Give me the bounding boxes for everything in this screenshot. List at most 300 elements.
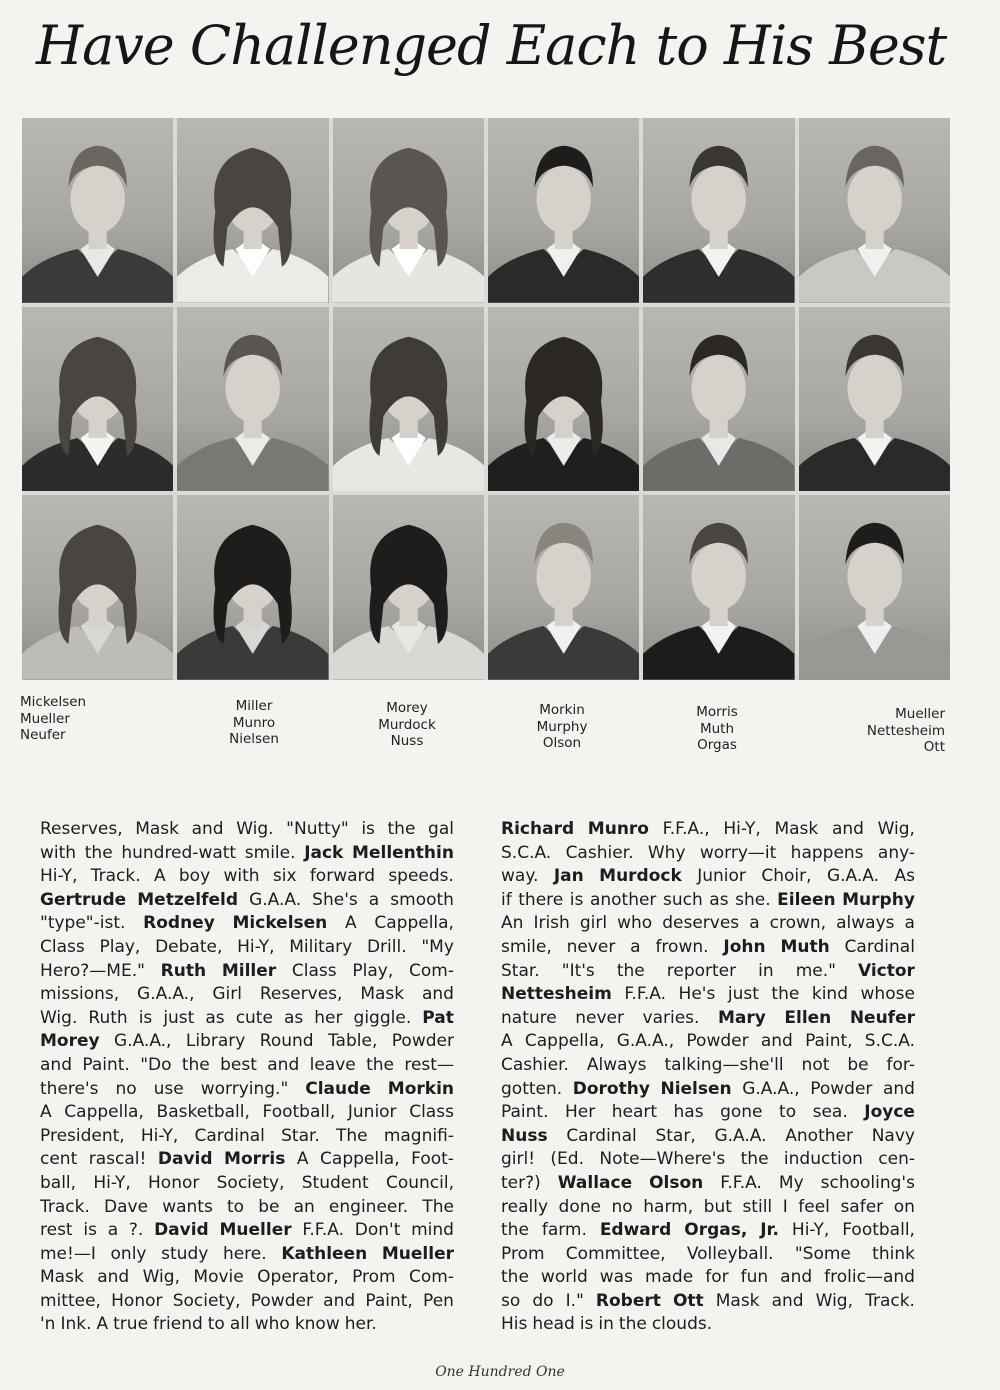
- text-word: varies.: [642, 1007, 700, 1028]
- biography-line: [501, 1148, 915, 1172]
- text-word: G.A.A.,: [114, 1031, 172, 1052]
- text-word: a: [107, 1220, 119, 1241]
- text-word: Play,: [352, 960, 394, 981]
- text-word: rest: [40, 1220, 73, 1241]
- text-word: A: [296, 1149, 309, 1170]
- student-name-word: Murphy: [842, 889, 915, 910]
- text-word: rest—: [404, 1054, 454, 1075]
- text-word: Library: [185, 1031, 246, 1052]
- text-word: Girl: [212, 984, 242, 1005]
- text-word: Council,: [385, 1172, 454, 1193]
- text-word: true: [113, 1314, 149, 1335]
- text-word: Powder: [810, 1078, 873, 1099]
- text-word: do: [532, 1290, 554, 1311]
- text-word: A: [501, 1031, 513, 1052]
- text-word: forward: [309, 866, 375, 887]
- student-name-word: Mickelsen: [232, 913, 328, 934]
- text-word: Always: [586, 1054, 647, 1075]
- text-word: Debate,: [155, 936, 223, 957]
- text-word: Pen: [423, 1290, 454, 1311]
- text-word: G.A.A.,: [742, 1078, 800, 1099]
- text-word: study: [161, 1243, 209, 1264]
- text-word: Paint,: [365, 1290, 413, 1311]
- text-word: hundred-watt: [121, 842, 237, 863]
- portrait-photo: [643, 307, 794, 492]
- biography-line: [501, 1007, 915, 1031]
- text-word: F.F.A.: [624, 984, 667, 1005]
- text-word: Star.: [501, 960, 540, 981]
- text-word: use: [153, 1078, 184, 1099]
- text-word: and: [267, 1054, 300, 1075]
- text-word: Junior: [697, 866, 746, 887]
- text-word: Ruth: [88, 1007, 128, 1028]
- text-word: was: [599, 1267, 633, 1288]
- text-word: never: [575, 1007, 624, 1028]
- student-name-word: Edward: [599, 1220, 672, 1241]
- text-word: cent: [40, 1149, 78, 1170]
- text-word: Ink.: [60, 1314, 92, 1335]
- text-word: ball,: [40, 1172, 77, 1193]
- text-word: farm.: [541, 1220, 587, 1241]
- text-word: Cappella,: [64, 1102, 144, 1123]
- biography-line: [40, 865, 454, 889]
- biography-line: [40, 1290, 454, 1314]
- text-word: Basketball,: [156, 1102, 250, 1123]
- text-word: and: [831, 819, 864, 839]
- text-word: An: [501, 913, 524, 934]
- text-word: cen-: [878, 1149, 915, 1170]
- biography-line: [40, 1196, 454, 1220]
- biography-line: [40, 1148, 454, 1172]
- text-word: Round: [259, 1031, 314, 1052]
- text-word: Hi-Y,: [140, 1125, 179, 1146]
- text-word: Mask: [774, 819, 819, 839]
- text-word: feel: [798, 1196, 830, 1217]
- text-word: and: [97, 1267, 130, 1288]
- text-word: rascal!: [88, 1149, 147, 1170]
- text-word: for-: [886, 1054, 915, 1075]
- text-word: As: [894, 866, 915, 887]
- text-word: "Do: [140, 1054, 172, 1075]
- text-word: cute: [235, 1007, 273, 1028]
- text-word: a: [904, 913, 915, 934]
- caption-column-3: [342, 700, 472, 750]
- text-word: Another: [785, 1125, 853, 1146]
- text-word: boy: [178, 866, 211, 887]
- student-name-word: Ott: [672, 1290, 704, 1311]
- caption-name: Mueller: [895, 706, 945, 722]
- text-word: Football,: [842, 1220, 915, 1241]
- text-word: best: [220, 1054, 257, 1075]
- text-word: with: [223, 866, 260, 887]
- text-word: and: [882, 1078, 915, 1099]
- caption-column-5: [652, 704, 782, 754]
- student-name-word: Jr.: [760, 1220, 779, 1241]
- text-word: schooling's: [820, 1172, 915, 1193]
- student-name-word: Neufer: [849, 1007, 915, 1028]
- text-word: Mask: [360, 984, 405, 1005]
- text-word: still: [742, 1196, 773, 1217]
- student-name-word: Murdock: [599, 866, 682, 887]
- text-word: Society,: [216, 1172, 285, 1193]
- text-word: the: [501, 1267, 529, 1288]
- student-name-word: Nettesheim: [501, 984, 612, 1005]
- text-word: as: [283, 1007, 304, 1028]
- portrait-photo: [22, 495, 173, 680]
- text-word: world: [540, 1267, 588, 1288]
- text-word: Hi-Y,: [723, 819, 761, 839]
- text-word: the: [771, 984, 800, 1005]
- student-name-word: Nielsen: [660, 1078, 732, 1099]
- text-word: on: [893, 1196, 915, 1217]
- text-word: Class: [291, 960, 337, 981]
- text-word: smile,: [501, 936, 552, 957]
- text-word: Cashier.: [501, 1054, 569, 1075]
- portrait-photo: [333, 307, 484, 492]
- text-word: really: [501, 1196, 548, 1217]
- text-word: President,: [40, 1125, 125, 1146]
- text-word: Paint.: [82, 1054, 130, 1075]
- biography-line: [501, 1172, 915, 1196]
- biography-line: [40, 912, 454, 936]
- text-word: girl!: [501, 1149, 536, 1170]
- text-word: never: [566, 936, 616, 957]
- text-word: and: [771, 1290, 804, 1311]
- student-name-word: Nuss: [501, 1125, 548, 1146]
- biography-line: [40, 1030, 454, 1054]
- text-word: there's: [40, 1078, 99, 1099]
- biography-line: [40, 1313, 454, 1337]
- text-word: A: [96, 1314, 109, 1335]
- biography-line: [40, 1078, 454, 1102]
- biography-line: [501, 1101, 915, 1125]
- text-word: deserves: [662, 913, 740, 934]
- text-word: Paint,: [805, 1031, 853, 1052]
- text-word: mittee,: [40, 1290, 101, 1311]
- text-word: worrying.": [200, 1078, 289, 1099]
- text-word: induction: [783, 1149, 863, 1170]
- biography-line: [501, 983, 915, 1007]
- text-word: F.F.A.,: [662, 819, 710, 839]
- caption-name: Nettesheim: [866, 722, 945, 739]
- caption-column-4: [497, 702, 627, 752]
- text-word: My: [778, 1172, 804, 1193]
- text-word: so: [501, 1290, 521, 1311]
- caption-name: Mueller: [20, 710, 70, 727]
- student-name-word: Muth: [780, 936, 830, 957]
- text-word: worry—it: [699, 842, 777, 863]
- caption-name: Orgas: [697, 737, 737, 753]
- text-word: and: [191, 819, 224, 839]
- text-word: there: [518, 889, 564, 910]
- student-name-word: Mary: [717, 1007, 766, 1028]
- text-word: Table,: [327, 1031, 378, 1052]
- biography-line: [40, 983, 454, 1007]
- caption-name: Muth: [699, 720, 735, 737]
- text-word: happens: [790, 842, 864, 863]
- text-word: girl: [579, 913, 608, 934]
- text-word: G.A.A.,: [137, 984, 195, 1005]
- student-name-word: Victor: [857, 960, 915, 981]
- text-word: such: [662, 889, 703, 910]
- text-word: Mask: [40, 1267, 84, 1288]
- portrait-photo: [488, 307, 639, 492]
- text-word: Committee,: [565, 1243, 666, 1264]
- text-word: and: [421, 984, 454, 1005]
- student-name-word: Ellen: [784, 1007, 832, 1028]
- text-word: F.F.A.: [302, 1220, 344, 1241]
- text-word: to: [779, 1102, 797, 1123]
- student-name-word: Claude: [305, 1078, 371, 1099]
- text-word: Wig,: [142, 1267, 180, 1288]
- text-word: The: [422, 1196, 454, 1217]
- caption-name: Nielsen: [229, 731, 279, 747]
- text-word: reporter: [666, 960, 737, 981]
- text-word: "Some: [794, 1243, 851, 1264]
- text-word: S.C.A.: [864, 1031, 915, 1052]
- text-word: gotten.: [501, 1078, 563, 1099]
- portrait-photo: [799, 118, 950, 303]
- text-word: the: [84, 842, 113, 863]
- text-word: Honor: [148, 1172, 200, 1193]
- biography-line: [501, 960, 915, 984]
- text-word: frolic—and: [824, 1267, 915, 1288]
- text-word: no: [115, 1078, 137, 1099]
- student-name-word: Jack: [304, 842, 344, 863]
- text-word: Track.: [90, 866, 141, 887]
- caption-column-1: [20, 694, 150, 744]
- text-word: A: [345, 913, 357, 934]
- text-word: Cappella,: [374, 913, 454, 934]
- student-name-word: Morey: [40, 1031, 100, 1052]
- text-word: Why: [647, 842, 686, 863]
- text-word: Paint.: [501, 1102, 549, 1123]
- portrait-photo: [799, 307, 950, 492]
- text-word: Military: [289, 936, 353, 957]
- biography-line: [40, 960, 454, 984]
- caption-name: Nuss: [390, 733, 424, 749]
- portrait-grid: [22, 118, 950, 680]
- text-word: magnifi-: [383, 1125, 454, 1146]
- biography-line: [40, 1054, 454, 1078]
- text-word: wants: [162, 1196, 213, 1217]
- text-word: I: [782, 1196, 788, 1217]
- text-word: know: [294, 1314, 340, 1335]
- biography-line: [501, 865, 915, 889]
- student-name-word: Munro: [587, 819, 649, 839]
- text-word: not: [801, 1054, 830, 1075]
- text-word: (Ed.: [550, 1149, 584, 1170]
- text-word: talking—she'll: [664, 1054, 784, 1075]
- text-word: Don't: [354, 1220, 401, 1241]
- portrait-photo: [799, 495, 950, 680]
- text-word: Navy: [871, 1125, 915, 1146]
- student-name-word: John: [723, 936, 766, 957]
- biography-line: [501, 912, 915, 936]
- text-word: and: [780, 1267, 813, 1288]
- student-name-word: David: [157, 1149, 213, 1170]
- caption-name: Mickelsen: [20, 694, 87, 710]
- text-word: here.: [222, 1243, 267, 1264]
- text-word: any-: [877, 842, 915, 863]
- text-word: and: [323, 1290, 356, 1311]
- text-word: "It's: [561, 960, 595, 981]
- text-word: Reserves,: [40, 819, 123, 839]
- text-word: Honor: [111, 1290, 163, 1311]
- portrait-photo: [177, 118, 328, 303]
- student-name-word: Dorothy: [572, 1078, 650, 1099]
- student-name-word: Jan: [553, 866, 584, 887]
- text-word: speeds.: [388, 866, 454, 887]
- text-word: is: [83, 1220, 97, 1241]
- text-word: Volleyball.: [686, 1243, 774, 1264]
- text-word: Prom: [352, 1267, 396, 1288]
- student-name-word: Robert: [595, 1290, 661, 1311]
- text-word: Wig,: [877, 819, 915, 839]
- biography-line: [40, 889, 454, 913]
- text-word: Operator,: [257, 1267, 339, 1288]
- text-word: fun: [740, 1267, 769, 1288]
- text-word: Dave: [104, 1196, 149, 1217]
- text-word: think: [872, 1243, 915, 1264]
- text-word: Powder: [686, 1031, 749, 1052]
- text-word: G.A.A.: [249, 889, 302, 910]
- text-word: as: [205, 1007, 225, 1028]
- text-word: Star.: [281, 1125, 320, 1146]
- text-word: she.: [735, 889, 771, 910]
- text-word: Track.: [40, 1196, 90, 1217]
- portrait-photo: [333, 495, 484, 680]
- biography-line: [501, 1196, 915, 1220]
- biography-line: [40, 1007, 454, 1031]
- text-word: ter?): [501, 1172, 541, 1193]
- biography-line: [501, 1266, 915, 1290]
- text-word: A: [40, 1102, 52, 1123]
- text-word: safer: [840, 1196, 884, 1217]
- student-name-word: Ruth: [160, 960, 207, 981]
- text-word: the: [181, 1054, 210, 1075]
- text-word: G.A.A.: [826, 866, 880, 887]
- text-word: engineer.: [328, 1196, 409, 1217]
- text-word: Cappella,: [524, 1031, 605, 1052]
- biography-line: [501, 1125, 915, 1149]
- text-word: to: [207, 1314, 225, 1335]
- biography-line: [40, 818, 454, 842]
- text-word: Junior: [347, 1102, 397, 1123]
- text-word: Play,: [99, 936, 141, 957]
- text-word: her.: [344, 1314, 377, 1335]
- student-name-word: Mueller: [381, 1243, 454, 1264]
- text-word: made: [644, 1267, 694, 1288]
- text-word: Choir,: [761, 866, 812, 887]
- text-word: Wig,: [815, 1290, 853, 1311]
- text-word: an: [293, 1196, 315, 1217]
- student-name-word: Richard: [501, 819, 575, 839]
- portrait-photo: [643, 118, 794, 303]
- text-word: I.": [565, 1290, 584, 1311]
- text-word: mind: [411, 1220, 454, 1241]
- text-word: who: [254, 1314, 290, 1335]
- text-word: Cardinal: [844, 936, 915, 957]
- text-word: who: [617, 913, 653, 934]
- caption-name: Miller: [235, 698, 273, 714]
- biography-line: [501, 1054, 915, 1078]
- student-name-word: David: [154, 1220, 209, 1241]
- text-word: A: [153, 866, 166, 887]
- text-word: She's: [312, 889, 358, 910]
- text-word: Hi-Y,: [93, 1172, 131, 1193]
- caption-name: Morey: [386, 700, 428, 716]
- text-word: crown,: [769, 913, 827, 934]
- biography-line: [40, 1125, 454, 1149]
- text-word: head: [532, 1314, 575, 1335]
- biography-line: [40, 842, 454, 866]
- caption-name: Munro: [232, 714, 276, 731]
- student-name-word: Olson: [649, 1172, 704, 1193]
- student-name-word: Pat: [422, 1007, 454, 1028]
- text-word: clouds.: [651, 1314, 713, 1335]
- biography-line: [501, 1243, 915, 1267]
- text-word: Football,: [262, 1102, 336, 1123]
- text-word: His: [501, 1314, 528, 1335]
- text-word: as: [709, 889, 729, 910]
- student-name-word: Eileen: [777, 889, 836, 910]
- text-word: the: [387, 819, 416, 839]
- text-word: kind: [811, 984, 848, 1005]
- portrait-photo: [333, 118, 484, 303]
- text-word: sea.: [812, 1102, 848, 1123]
- text-word: Class: [40, 936, 85, 957]
- biography-line: [501, 889, 915, 913]
- text-word: Mask: [715, 1290, 760, 1311]
- text-word: for: [705, 1267, 729, 1288]
- text-word: He's: [678, 984, 716, 1005]
- student-name-word: Morris: [224, 1149, 286, 1170]
- text-word: "My: [421, 936, 454, 957]
- text-word: me!—I: [40, 1243, 96, 1264]
- text-word: Wig.: [236, 819, 274, 839]
- text-word: ?.: [128, 1220, 144, 1241]
- caption-name: Murdock: [378, 716, 436, 733]
- text-word: "Nutty": [286, 819, 349, 839]
- text-word: the: [740, 1149, 769, 1170]
- text-word: a: [630, 936, 641, 957]
- portrait-photo: [177, 495, 328, 680]
- text-word: no: [611, 1196, 633, 1217]
- biography-line: [501, 1219, 915, 1243]
- text-word: heart: [611, 1102, 658, 1123]
- text-word: a: [749, 913, 760, 934]
- biography-line: [501, 936, 915, 960]
- student-name-word: Rodney: [143, 913, 215, 934]
- text-word: Cardinal: [566, 1125, 637, 1146]
- text-word: and: [40, 1054, 72, 1075]
- text-word: Hi-Y,: [40, 866, 78, 887]
- text-word: gal: [428, 819, 454, 839]
- biography-line: [501, 1030, 915, 1054]
- text-word: Cashier.: [565, 842, 634, 863]
- text-word: Hi-Y,: [791, 1220, 830, 1241]
- portrait-photo: [22, 307, 173, 492]
- text-word: smooth: [390, 889, 454, 910]
- text-word: Drill.: [366, 936, 407, 957]
- text-word: Wig.: [40, 1007, 78, 1028]
- student-name-word: Kathleen: [281, 1243, 368, 1264]
- text-word: Hi-Y,: [237, 936, 275, 957]
- biography-column-right: [501, 818, 915, 1337]
- text-word: gone: [720, 1102, 763, 1123]
- text-word: Prom: [501, 1243, 545, 1264]
